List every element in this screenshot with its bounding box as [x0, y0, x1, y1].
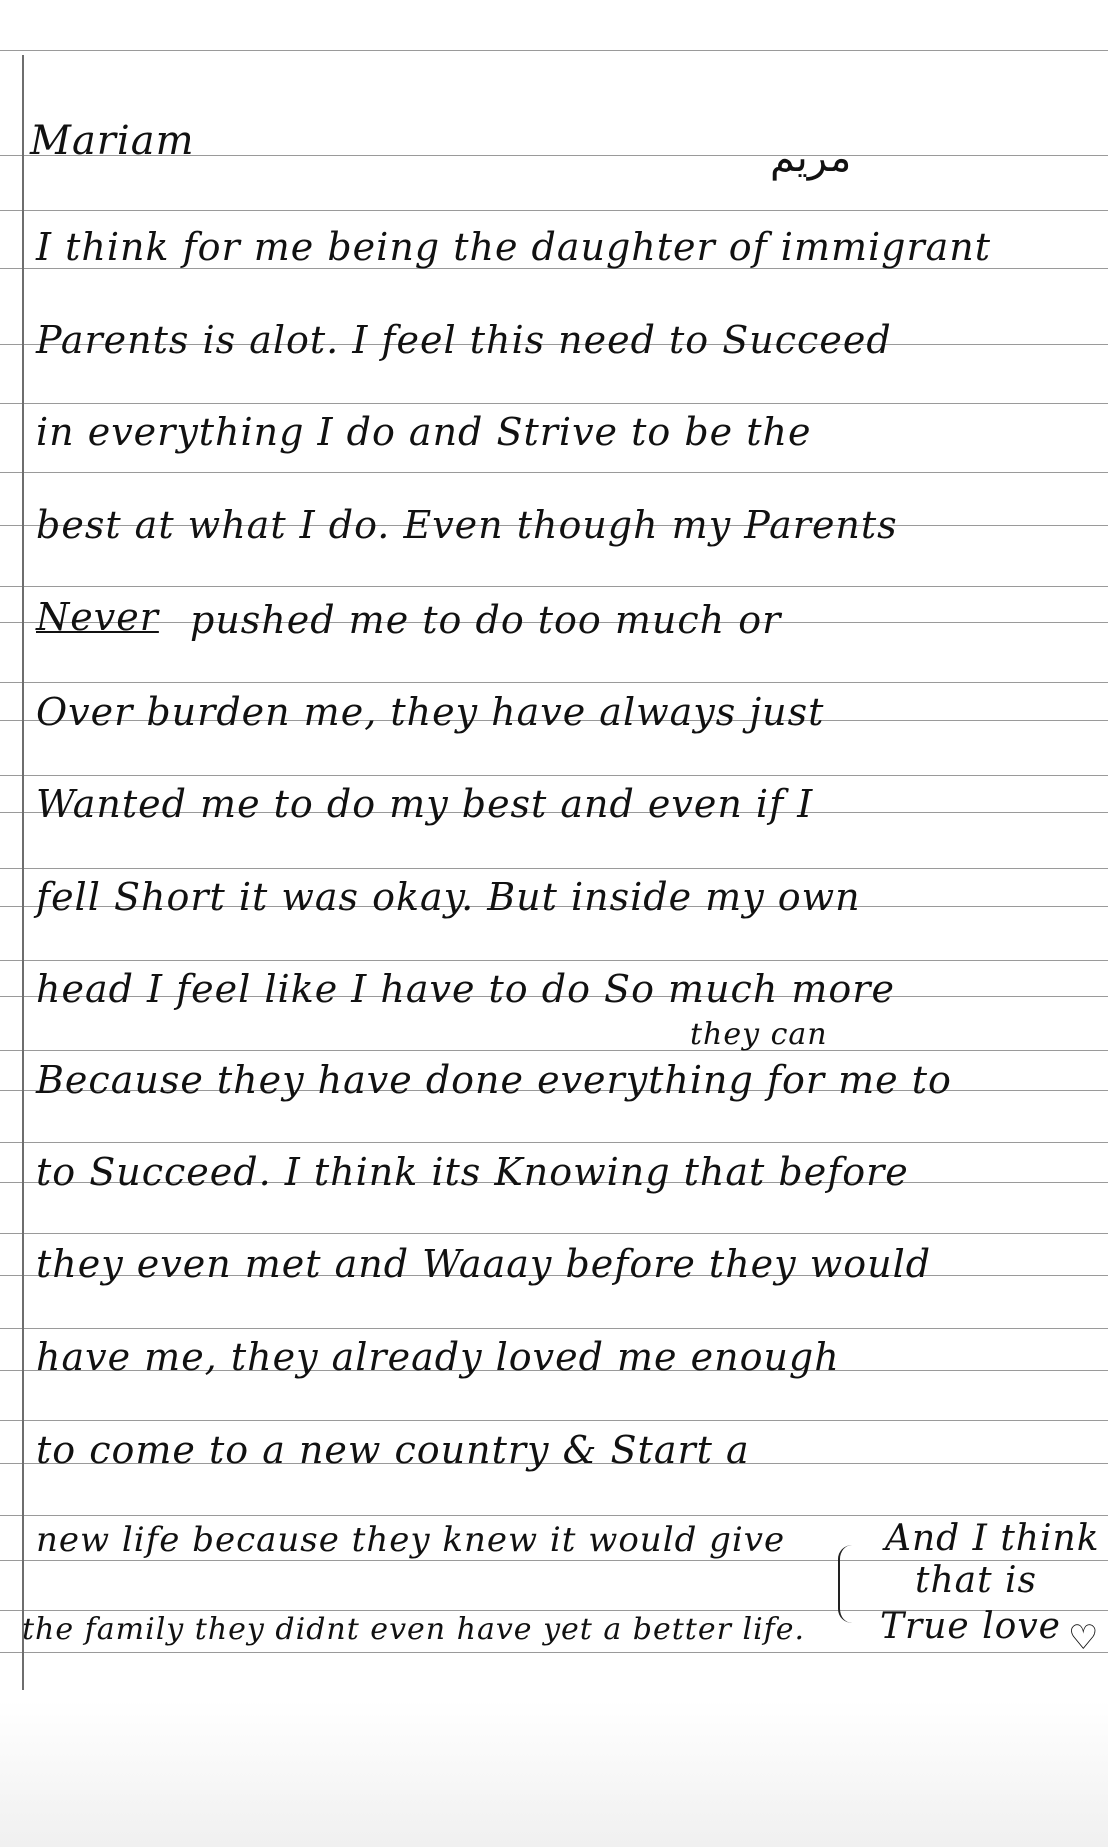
- brace-mark: [838, 1545, 862, 1623]
- author-name: Mariam: [30, 118, 195, 164]
- author-name-arabic: مريم: [770, 135, 852, 181]
- ruled-line: [0, 1050, 1108, 1051]
- text-line: the family they didnt even have yet a better life.: [22, 1612, 806, 1647]
- emphasis-word: Never: [36, 595, 159, 639]
- text-line: new life because they knew it would give: [36, 1520, 786, 1560]
- text-line: in everything I do and Strive to be the: [36, 410, 812, 454]
- inserted-note: they can: [690, 1017, 828, 1052]
- ruled-line: [0, 586, 1108, 587]
- text-line: pushed me to do too much or: [190, 598, 782, 642]
- ruled-line: [0, 960, 1108, 961]
- side-note-line: And I think: [885, 1518, 1100, 1559]
- heart-icon: ♡: [1068, 1618, 1099, 1658]
- ruled-line: [0, 868, 1108, 869]
- ruled-line: [0, 1515, 1108, 1516]
- ruled-line: [0, 1652, 1108, 1653]
- ruled-line: [0, 210, 1108, 211]
- text-line: have me, they already loved me enough: [36, 1335, 840, 1379]
- ruled-line: [0, 472, 1108, 473]
- ruled-line: [0, 1233, 1108, 1234]
- side-note-line: True love: [880, 1606, 1061, 1647]
- text-line: Parents is alot. I feel this need to Succeed: [36, 318, 892, 362]
- text-line: to Succeed. I think its Knowing that before: [36, 1150, 909, 1194]
- text-line: to come to a new country & Start a: [36, 1428, 750, 1472]
- text-line: head I feel like I have to do So much more: [36, 967, 895, 1011]
- ruled-line: [0, 1142, 1108, 1143]
- ruled-line: [0, 50, 1108, 51]
- text-line: Because they have done everything for me to: [36, 1058, 952, 1102]
- ruled-line: [0, 1328, 1108, 1329]
- text-line: Over burden me, they have always just: [36, 690, 825, 734]
- text-line: best at what I do. Even though my Parents: [36, 503, 898, 547]
- text-line: fell Short it was okay. But inside my own: [36, 875, 861, 919]
- ruled-line: [0, 775, 1108, 776]
- text-line: I think for me being the daughter of immigrant: [36, 225, 992, 269]
- text-line: Wanted me to do my best and even if I: [36, 782, 814, 826]
- text-line: they even met and Waaay before they would: [36, 1242, 932, 1286]
- ruled-line: [0, 1420, 1108, 1421]
- side-note-line: that is: [915, 1560, 1038, 1601]
- margin-line: [22, 55, 24, 1690]
- page-bottom-area: [0, 1700, 1108, 1847]
- ruled-line: [0, 403, 1108, 404]
- ruled-line: [0, 682, 1108, 683]
